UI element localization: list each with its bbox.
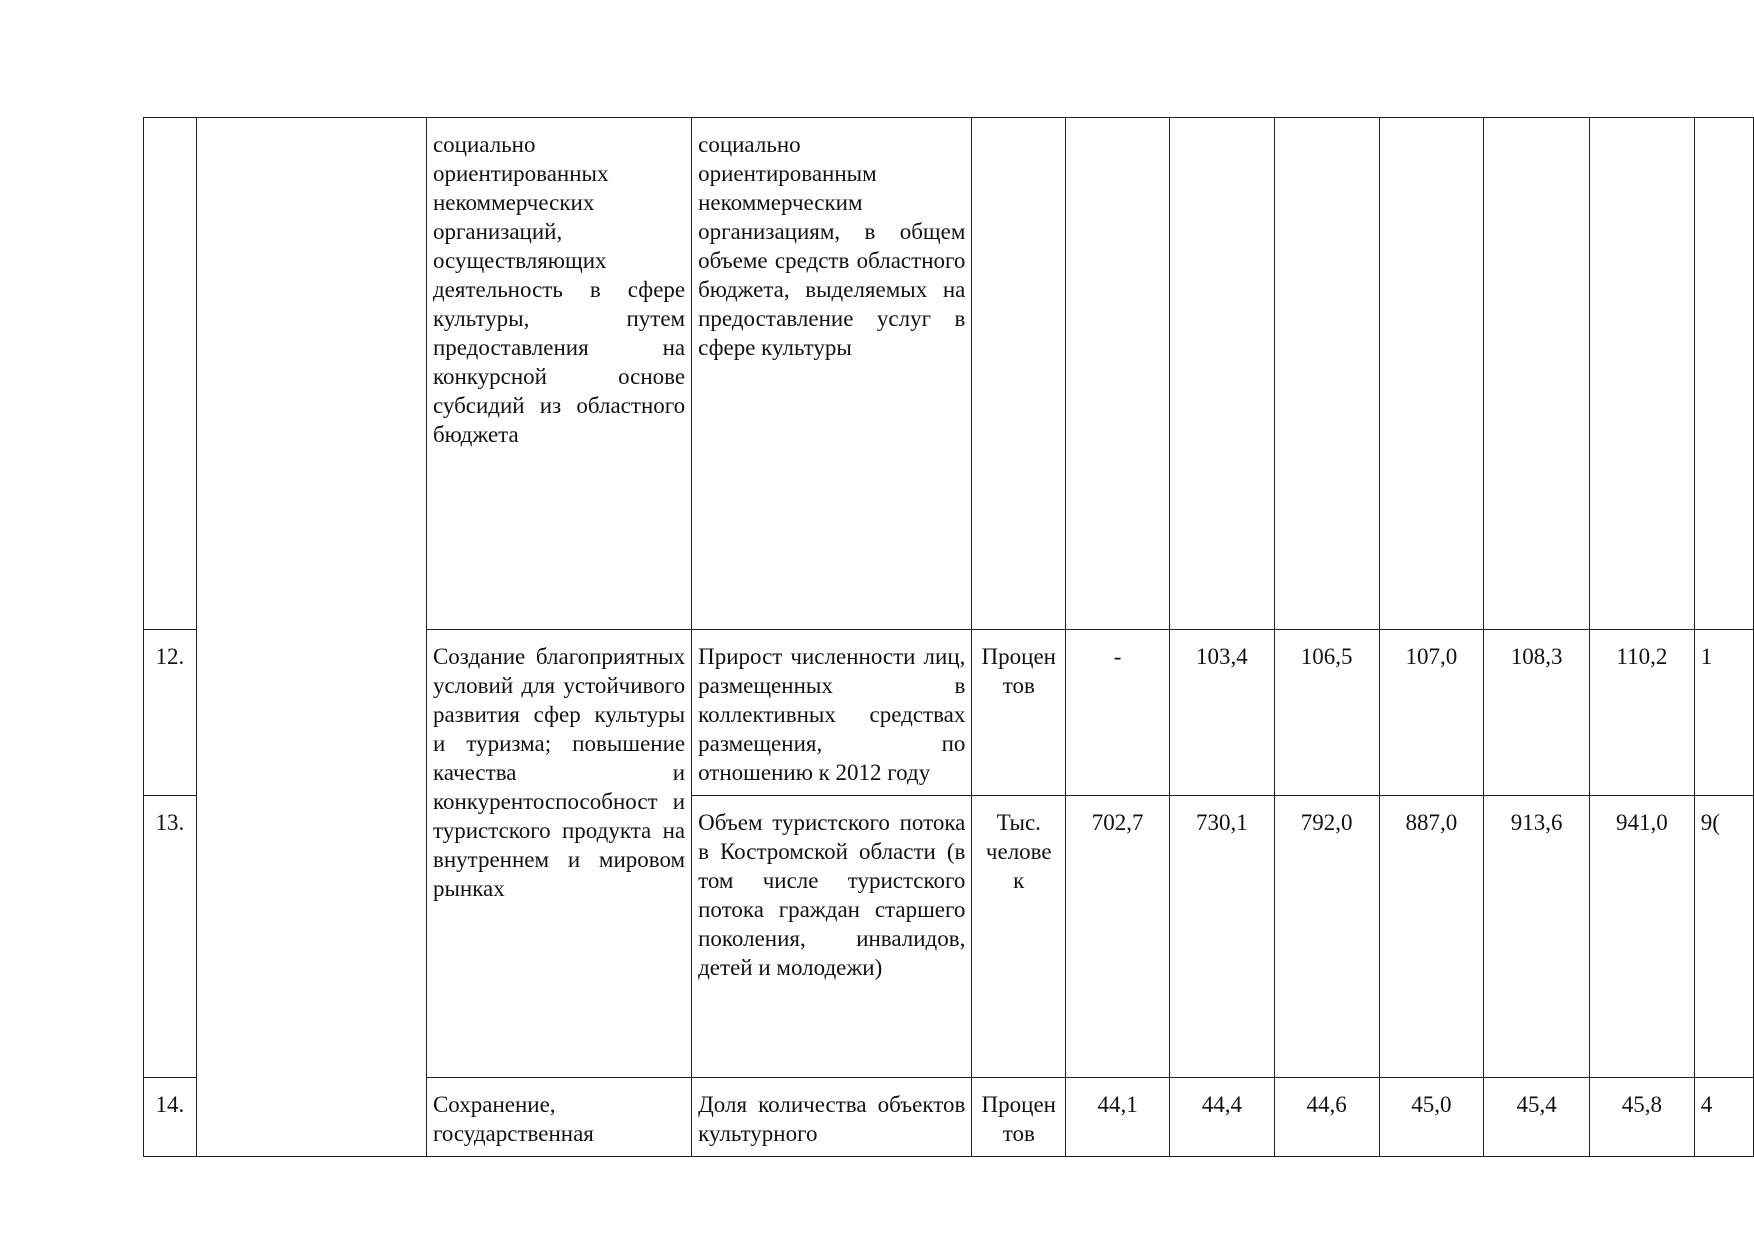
value-cell (1379, 118, 1484, 630)
unit-cell: Процен тов (972, 630, 1066, 796)
value-cell: 107,0 (1379, 630, 1484, 796)
value-cell: 44,6 (1274, 1078, 1379, 1157)
unit-cell: Процен тов (972, 1078, 1066, 1157)
value-cell (1066, 118, 1170, 630)
value-cell: 45,0 (1379, 1078, 1484, 1157)
value-cell: 106,5 (1274, 630, 1379, 796)
goal-cell: Создание благоприятных условий для устойчивого развития сфер культуры и туризма; повышение качества и конкурентоспособност и туристского продукта на внутреннем и мировом рынках (426, 630, 691, 1078)
value-cell: 108,3 (1484, 630, 1590, 796)
value-cell: 103,4 (1169, 630, 1274, 796)
empty-column (196, 118, 426, 1157)
value-cell: 44,4 (1169, 1078, 1274, 1157)
indicator-cell: социально ориентированным некоммерческим организациям, в общем объеме средств областного бюджета, выделяемых на предоставление услуг в сфере культуры (692, 118, 972, 630)
value-cell: 4 (1694, 1078, 1753, 1157)
value-cell: 110,2 (1590, 630, 1695, 796)
row-number: 14. (144, 1078, 197, 1157)
value-cell: 702,7 (1066, 796, 1170, 1078)
value-cell (1169, 118, 1274, 630)
value-cell: 887,0 (1379, 796, 1484, 1078)
value-cell: 730,1 (1169, 796, 1274, 1078)
row-number: 12. (144, 630, 197, 796)
value-cell (1274, 118, 1379, 630)
indicator-cell: Доля количества объектов культурного (692, 1078, 972, 1157)
value-cell: 792,0 (1274, 796, 1379, 1078)
value-cell (1484, 118, 1590, 630)
value-cell: 913,6 (1484, 796, 1590, 1078)
goal-cell: Сохранение, государственная (426, 1078, 691, 1157)
value-cell: 45,8 (1590, 1078, 1695, 1157)
value-cell: 44,1 (1066, 1078, 1170, 1157)
table-row (144, 118, 1754, 630)
indicator-cell: Объем туристского потока в Костромской области (в том числе туристского потока граждан старшего поколения, инвалидов, детей и молодежи) (692, 796, 972, 1078)
row-number: 13. (144, 796, 197, 1078)
row-number (144, 118, 197, 630)
unit-cell (972, 118, 1066, 630)
value-cell (1590, 118, 1695, 630)
indicator-cell: Прирост численности лиц, размещенных в коллективных средствах размещения, по отношению к 2012 году (692, 630, 972, 796)
goal-cell: социально ориентированных некоммерческих организаций, осуществляющих деятельность в сфере культуры, путем предоставления на конкурсной основе субсидий из областного бюджета (426, 118, 691, 630)
indicators-table (143, 117, 1754, 1157)
value-cell: 9( (1694, 796, 1753, 1078)
value-cell: 1 (1694, 630, 1753, 796)
value-cell: 45,4 (1484, 1078, 1590, 1157)
value-cell: - (1066, 630, 1170, 796)
value-cell (1694, 118, 1753, 630)
unit-cell: Тыс. челове к (972, 796, 1066, 1078)
value-cell: 941,0 (1590, 796, 1695, 1078)
